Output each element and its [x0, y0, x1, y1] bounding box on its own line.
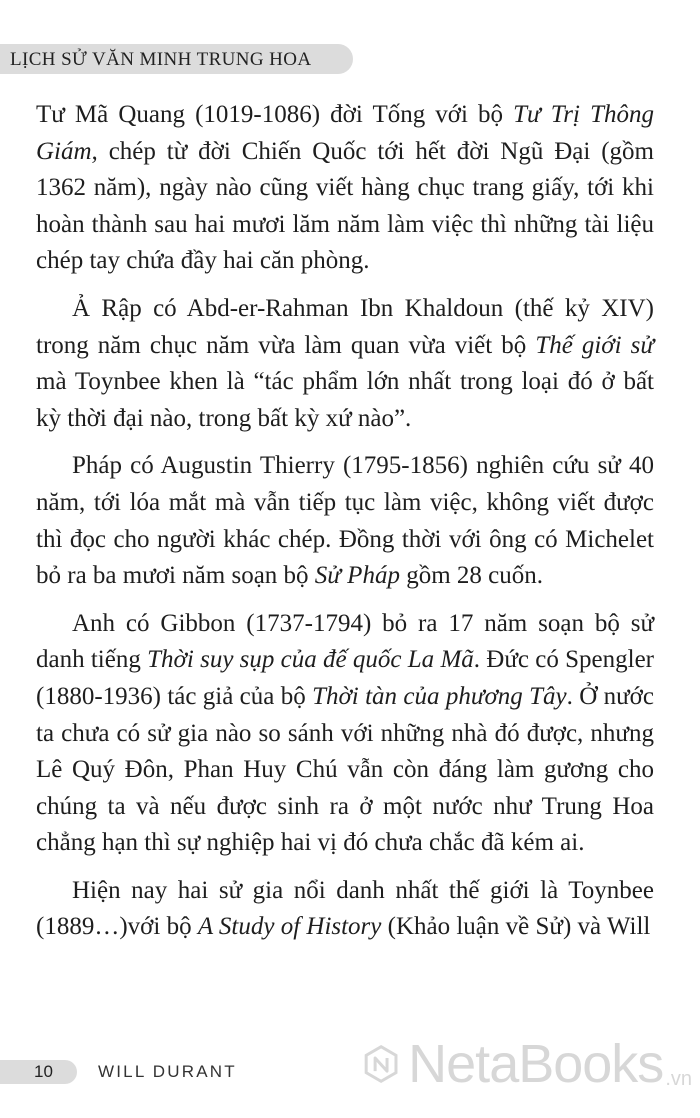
italic-title: Thời tàn của phương Tây: [312, 682, 567, 710]
page-body: [36, 97, 654, 957]
page-number: 10: [34, 1062, 53, 1081]
paragraph-text: . Ở nước ta chưa có sử gia nào so sánh với những nhà đó được, nhưng Lê Quý Đôn, Phan Huy Chú vẫn còn đáng làm gương cho chúng ta và nếu được sinh ra ở một nước như Trung Hoa chẳng hạn thì sự nghiệp hai vị đó chưa chắc đã kém ai.: [36, 682, 654, 857]
italic-title: A Study of History: [197, 913, 382, 941]
paragraph-text: Anh có Gibbon (1737-1794) bỏ ra 17 năm soạn bộ sử danh tiếng: [36, 609, 654, 674]
paragraph-text: (Khảo luận về Sử) và Will: [381, 913, 651, 941]
paragraph-text: Hiện nay hai sử gia nổi danh nhất thế giới là Toynbee (1889…)với bộ: [36, 876, 654, 941]
body-paragraph: [36, 873, 654, 946]
body-paragraph: [36, 97, 654, 280]
italic-title: Sử Pháp: [314, 562, 400, 590]
watermark-suffix: .vn: [665, 1067, 692, 1090]
running-header-title: LỊCH SỬ VĂN MINH TRUNG HOA: [10, 49, 312, 70]
netabooks-logo-icon: [362, 1032, 400, 1096]
italic-title: Tư Trị Thông Giám,: [36, 101, 654, 165]
paragraph-text: . Đức có Spengler (1880-1936) tác giả của bộ: [36, 646, 654, 710]
body-paragraph: [36, 606, 654, 862]
italic-title: Thời suy sụp của đế quốc La Mã: [147, 646, 474, 674]
running-footer-author: WILL DURANT: [98, 1062, 237, 1081]
watermark-brand: NetaBooks: [408, 1034, 664, 1094]
body-paragraph: [36, 291, 654, 437]
paragraph-text: chép từ đời Chiến Quốc tới hết đời Ngũ Đại (gồm 1362 năm), ngày nào cũng viết hàng chục trang giấy, tới khi hoàn thành sau hai mươi lăm năm làm việc thì những tài liệu chép tay chứa đầy hai căn phòng.: [36, 137, 654, 275]
italic-title: Thế giới sử: [535, 331, 654, 359]
paragraph-text: gồm 28 cuốn.: [399, 562, 543, 590]
watermark: [362, 1014, 692, 1114]
body-paragraph: [36, 448, 654, 594]
paragraph-text: mà Toynbee khen là “tác phẩm lớn nhất trong loại đó ở bất kỳ thời đại nào, trong bất kỳ xứ nào”.: [36, 368, 654, 432]
paragraph-text: Ả Rập có Abd-er-Rahman Ibn Khaldoun (thế kỷ XIV) trong năm chục năm vừa làm quan vừa viết bộ: [36, 294, 654, 359]
paragraph-text: Pháp có Augustin Thierry (1795-1856) nghiên cứu sử 40 năm, tới lóa mắt mà vẫn tiếp tục làm việc, không viết được thì đọc cho người khác chép. Đồng thời với ông có Michelet bỏ ra ba mươi năm soạn bộ: [36, 452, 654, 590]
paragraph-text: Tư Mã Quang (1019-1086) đời Tống với bộ: [36, 101, 514, 128]
